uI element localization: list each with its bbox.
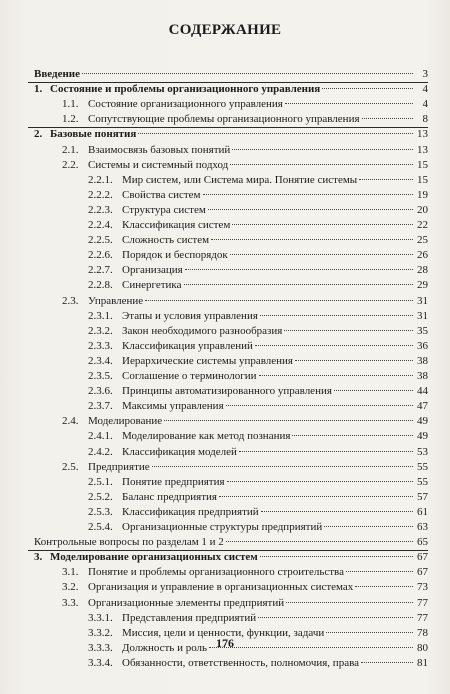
toc-entry-page: 49 [417, 415, 428, 428]
toc-entry[interactable] [62, 596, 428, 611]
toc-entry[interactable] [62, 97, 428, 112]
toc-entry-page: 49 [417, 430, 428, 443]
toc-entry-number: 3.1. [62, 566, 79, 579]
toc-entry-title: Состояние организационного управления [88, 98, 283, 111]
dot-leader [285, 103, 413, 104]
toc-entry-title: Максимы управления [122, 400, 224, 413]
dot-leader [226, 405, 413, 406]
toc-entry-page: 36 [417, 339, 428, 352]
toc-entry-page: 67 [417, 566, 428, 579]
toc-row [0, 596, 450, 611]
dot-leader [219, 496, 413, 497]
dot-leader [362, 118, 413, 119]
toc-entry-title: Организация [122, 264, 183, 277]
toc-row [0, 203, 450, 218]
toc-entry-number: 3.3.3. [88, 641, 113, 654]
toc-entry-page: 57 [417, 490, 428, 503]
toc-row [0, 535, 450, 550]
toc-row [0, 429, 450, 444]
toc-entry-page: 47 [417, 400, 428, 413]
toc-entry-number: 2.3.6. [88, 385, 113, 398]
toc-entry-title: Обязанности, ответственность, полномочия, права [122, 656, 360, 669]
toc-entry-page: 81 [417, 656, 428, 669]
toc-entry-page: 28 [417, 264, 428, 277]
toc-row [0, 354, 450, 369]
toc-entry-page: 80 [417, 641, 428, 654]
toc-entry-number: 2.5.2. [88, 490, 113, 503]
toc-entry-number: 1.1. [62, 98, 79, 111]
toc-row [0, 158, 450, 173]
toc-entry-title: Синергетика [122, 279, 182, 292]
toc-entry[interactable] [88, 399, 428, 414]
toc-entry[interactable] [88, 520, 428, 535]
toc-entry-title: Понятие предприятия [122, 475, 225, 488]
dot-leader [295, 360, 413, 361]
toc-row [0, 173, 450, 188]
toc-entry-page: 44 [417, 385, 428, 398]
section-rule [28, 82, 428, 83]
toc-row [0, 414, 450, 429]
toc-row [0, 263, 450, 278]
toc-row [0, 384, 450, 399]
toc-entry[interactable] [88, 656, 428, 671]
toc-entry-number: 2.2.1. [88, 173, 113, 186]
dot-leader [322, 88, 413, 89]
toc-entry-number: 2.4. [62, 415, 79, 428]
dot-leader [232, 149, 413, 150]
toc-row [0, 248, 450, 263]
toc-row [0, 656, 450, 671]
dot-leader [259, 375, 413, 376]
dot-leader [138, 133, 413, 134]
toc-entry-title: Организационные элементы предприятий [88, 596, 285, 609]
toc-row [0, 324, 450, 339]
toc-entry-page: 4 [422, 83, 428, 96]
toc-entry-number: 1.2. [62, 113, 79, 126]
toc-row [0, 339, 450, 354]
toc-entry-title: Соглашение о терминологии [122, 370, 257, 382]
toc-row [0, 460, 450, 475]
toc-entry-number: 2.2.2. [88, 188, 113, 201]
toc-row [0, 580, 450, 595]
toc-entry-page: 63 [417, 521, 428, 533]
toc-entry-title: Порядок и беспорядок [122, 249, 228, 262]
toc-entry-number: 2. [34, 128, 43, 141]
toc-entry-page: 77 [417, 611, 428, 624]
toc-entry-title: Принципы автоматизированного управления [122, 385, 332, 398]
toc-entry[interactable] [88, 173, 428, 188]
dot-leader [324, 526, 413, 527]
dot-leader [232, 224, 413, 225]
dot-leader [260, 315, 413, 316]
toc-entry-page: 13 [417, 128, 428, 141]
toc-entry-title: Классификация систем [122, 219, 231, 231]
toc-entry-number: 2.2.7. [88, 264, 113, 277]
toc-entry-title: Организационные структуры предприятий [122, 521, 323, 533]
toc-entry[interactable] [88, 188, 428, 203]
toc-row [0, 369, 450, 384]
toc-entry[interactable] [62, 414, 428, 429]
dot-leader [227, 481, 413, 482]
toc-entry-title: Взаимосвязь базовых понятий [88, 143, 231, 156]
toc-entry-number: 2.4.2. [88, 445, 113, 458]
toc-entry-page: 15 [417, 158, 428, 171]
dot-leader [258, 617, 413, 618]
toc-entry-number: 2.5.4. [88, 521, 113, 533]
dot-leader [284, 330, 413, 331]
dot-leader [361, 662, 413, 663]
toc-entry[interactable] [62, 580, 428, 595]
toc-entry-page: 38 [417, 354, 428, 367]
dot-leader [334, 390, 413, 391]
toc-entry-number: 2.2.8. [88, 279, 113, 292]
toc-entry-page: 67 [417, 551, 428, 564]
dot-leader [255, 345, 413, 346]
toc-entry-title: Введение [34, 68, 81, 80]
dot-leader [355, 586, 413, 587]
dot-leader [230, 254, 413, 255]
toc-entry-title: Системы и системный подход [88, 158, 229, 171]
toc-entry[interactable] [88, 445, 428, 460]
toc-entry-number: 1. [34, 83, 43, 96]
toc-entry-title: Состояние и проблемы организационного управления [50, 83, 321, 96]
toc-entry-number: 2.3.4. [88, 354, 113, 367]
toc-entry-title: Мир систем, или Система мира. Понятие системы [122, 173, 358, 186]
toc-entry-page: 77 [417, 596, 428, 609]
toc-entry[interactable] [34, 67, 428, 82]
toc-entry-number: 2.2.6. [88, 249, 113, 262]
toc-entry-page: 26 [417, 249, 428, 262]
toc-row [0, 218, 450, 233]
toc-row [0, 399, 450, 414]
dot-leader [226, 541, 413, 542]
dot-leader [82, 73, 413, 74]
toc-entry-title: Базовые понятия [50, 128, 137, 141]
toc-row [0, 505, 450, 520]
dot-leader [286, 602, 413, 603]
toc-entry-number: 2.5. [62, 460, 79, 473]
toc-entry[interactable] [88, 384, 428, 399]
toc-entry-title: Моделирование [88, 415, 163, 428]
toc-entry-title: Моделирование организационных систем [50, 551, 258, 564]
toc-entry[interactable] [88, 475, 428, 490]
toc-entry-number: 2.2.3. [88, 203, 113, 216]
dot-leader [185, 269, 413, 270]
toc-entry[interactable] [88, 611, 428, 626]
toc-entry[interactable] [88, 369, 428, 384]
toc-entry-number: 2.5.1. [88, 475, 113, 488]
toc-entry-title: Классификация моделей [122, 445, 237, 458]
toc-entry-number: 2.3.3. [88, 339, 113, 352]
toc-entry[interactable] [88, 339, 428, 354]
toc-row [0, 520, 450, 535]
toc-entry[interactable] [88, 278, 428, 293]
dot-leader [145, 300, 413, 301]
toc-entry-title: Предприятие [88, 460, 150, 473]
toc-entry-number: 3.2. [62, 581, 79, 594]
toc-entry-title: Управление [88, 294, 144, 307]
dot-leader [152, 466, 413, 467]
toc-entry-number: 2.4.1. [88, 430, 113, 443]
toc-entry-number: 2.2.5. [88, 234, 113, 247]
toc-entry[interactable] [88, 263, 428, 278]
toc-entry-title: Свойства систем [122, 188, 201, 201]
dot-leader [208, 209, 413, 210]
toc-entry-title: Понятие и проблемы организационного строительства [88, 566, 344, 579]
toc-row [0, 278, 450, 293]
toc-entry-page: 13 [417, 143, 428, 156]
toc-entry-title: Сопутствующие проблемы организационного управления [88, 113, 360, 126]
toc-row [0, 475, 450, 490]
toc-entry-title: Организация и управление в организационных системах [88, 581, 354, 594]
toc-entry-page: 65 [417, 536, 428, 549]
toc-row [0, 490, 450, 505]
dot-leader [260, 556, 413, 557]
toc-entry[interactable] [34, 535, 428, 550]
toc-row [0, 309, 450, 324]
toc-entry-page: 31 [417, 309, 428, 322]
dot-leader [292, 435, 413, 436]
toc-entry[interactable] [34, 127, 428, 142]
toc-row [0, 550, 450, 565]
toc-row [0, 611, 450, 626]
toc-entry[interactable] [88, 505, 428, 520]
toc-entry-page: 55 [417, 475, 428, 488]
toc-row [0, 82, 450, 97]
toc-entry[interactable] [34, 82, 428, 97]
toc-entry-number: 3.3.4. [88, 656, 113, 669]
toc-row [0, 233, 450, 248]
toc-entry[interactable] [88, 324, 428, 339]
toc-entry-title: Сложность систем [122, 234, 210, 247]
toc-row [0, 112, 450, 127]
toc-entry-page: 3 [422, 68, 428, 80]
toc-entry-title: Контрольные вопросы по разделам 1 и 2 [34, 536, 224, 549]
page-number: 176 [216, 636, 234, 650]
toc-entry-page: 61 [417, 505, 428, 518]
toc-entry-page: 55 [417, 460, 428, 473]
toc-entry-number: 2.3.7. [88, 400, 113, 413]
toc-entry[interactable] [62, 460, 428, 475]
dot-leader [203, 194, 413, 195]
toc-row [0, 127, 450, 142]
toc-entry-number: 3.3.2. [88, 626, 113, 639]
toc-entry-number: 2.3. [62, 294, 79, 307]
toc-entry-title: Миссия, цели и ценности, функции, задачи [122, 626, 325, 639]
dot-leader [211, 239, 413, 240]
toc-entry[interactable] [34, 550, 428, 565]
toc-entry[interactable] [88, 490, 428, 505]
toc-row [0, 445, 450, 460]
toc-entry-title: Моделирование как метод познания [122, 430, 291, 443]
dot-leader [261, 511, 413, 512]
toc-row [0, 294, 450, 309]
toc-row [0, 565, 450, 580]
toc-entry-page: 29 [417, 279, 428, 292]
toc-entry-title: Представления предприятий [122, 611, 257, 624]
toc-entry-number: 2.5.3. [88, 505, 113, 518]
toc-entry[interactable] [88, 248, 428, 263]
page-title: СОДЕРЖАНИЕ [168, 22, 282, 38]
toc-entry-title: Баланс предприятия [122, 490, 217, 503]
toc-entry[interactable] [88, 203, 428, 218]
dot-leader [359, 179, 413, 180]
toc-entry-number: 2.2.4. [88, 219, 113, 231]
toc-entry-title: Иерархические системы управления [122, 354, 293, 367]
toc-entry[interactable] [62, 143, 428, 158]
toc-entry[interactable] [88, 218, 428, 233]
toc-entry-page: 31 [417, 294, 428, 307]
toc-row [0, 97, 450, 112]
toc-entry-page: 15 [417, 173, 428, 186]
toc-entry-page: 4 [422, 98, 428, 111]
toc-entry[interactable] [88, 429, 428, 444]
toc-entry-number: 2.1. [62, 143, 79, 156]
toc-entry-number: 2.2. [62, 158, 79, 171]
toc-row [0, 143, 450, 158]
dot-leader [239, 451, 413, 452]
dot-leader [230, 164, 413, 165]
toc-entry-page: 25 [417, 234, 428, 247]
section-rule [28, 550, 428, 551]
toc-entry-page: 78 [417, 626, 428, 639]
dot-leader [184, 284, 414, 285]
toc-entry-number: 3. [34, 551, 43, 564]
dot-leader [346, 571, 413, 572]
toc-entry-page: 38 [417, 370, 428, 382]
dot-leader [164, 420, 413, 421]
toc-entry-page: 8 [422, 113, 428, 126]
toc-entry-number: 2.3.2. [88, 324, 113, 337]
toc-entry-title: Этапы и условия управления [122, 309, 258, 322]
toc-entry-number: 2.3.1. [88, 309, 113, 322]
toc-entry-title: Классификация предприятий [122, 505, 259, 518]
toc-entry[interactable] [62, 158, 428, 173]
toc-entry[interactable] [62, 294, 428, 309]
toc-entry[interactable] [88, 354, 428, 369]
toc-entry-number: 2.3.5. [88, 370, 113, 382]
toc-row [0, 67, 450, 82]
toc-entry-page: 22 [417, 219, 428, 231]
toc-entry-page: 20 [417, 203, 428, 216]
toc-entry[interactable] [88, 233, 428, 248]
dot-leader [326, 632, 413, 633]
toc-entry-number: 3.3. [62, 596, 79, 609]
section-rule [28, 127, 428, 128]
toc-entry-title: Классификация управлений [122, 339, 253, 352]
toc-entry[interactable] [62, 112, 428, 127]
toc-entry-page: 19 [417, 188, 428, 201]
toc-row [0, 188, 450, 203]
toc-entry-title: Структура систем [122, 203, 206, 216]
toc-entry-number: 3.3.1. [88, 611, 113, 624]
toc-entry-title: Закон необходимого разнообразия [122, 324, 283, 337]
toc-entry-page: 35 [417, 324, 428, 337]
toc-entry-title: Должность и роль [122, 641, 208, 654]
toc-entry[interactable] [62, 565, 428, 580]
toc-entry[interactable] [88, 309, 428, 324]
toc-entry-page: 73 [417, 581, 428, 594]
toc-entry-page: 53 [417, 445, 428, 458]
